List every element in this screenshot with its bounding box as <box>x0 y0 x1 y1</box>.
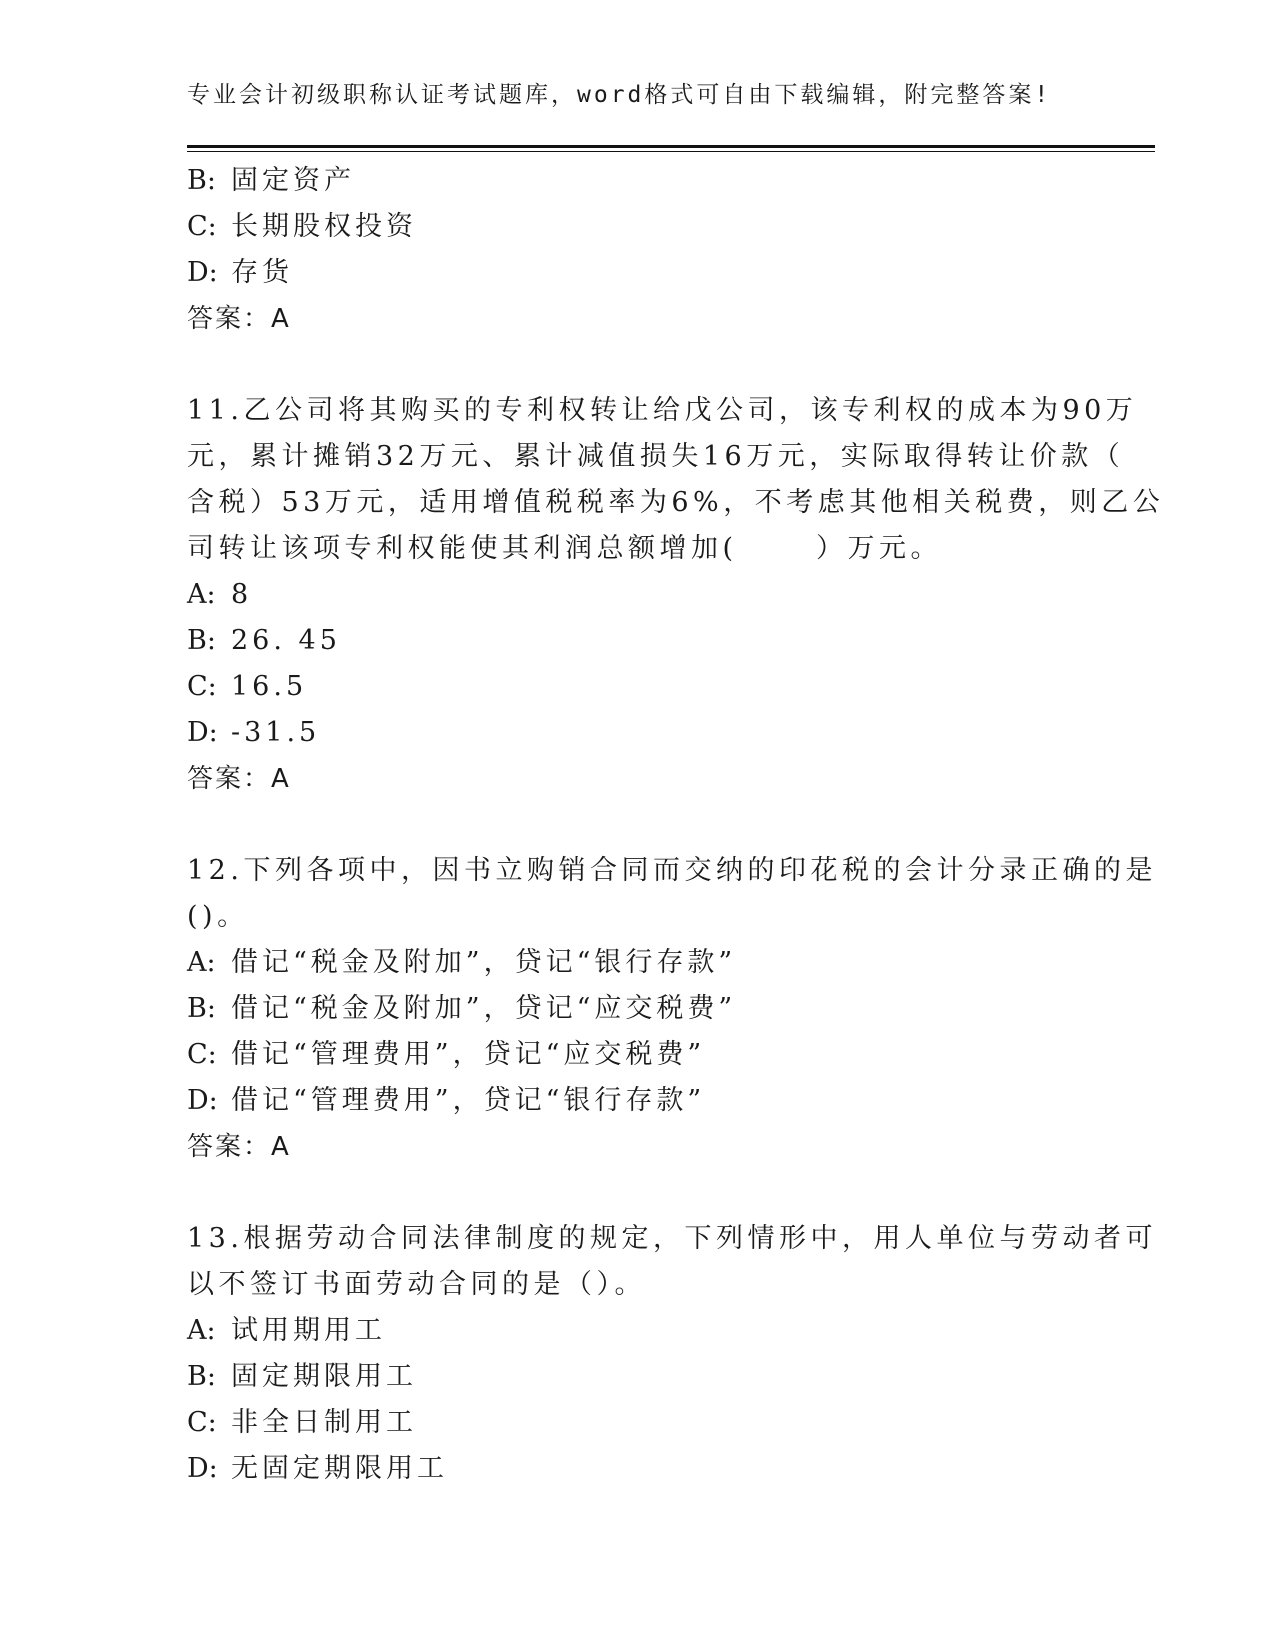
option-text: 26. 45 <box>231 625 341 656</box>
prev-question-block <box>187 158 1087 342</box>
option-c <box>187 664 1087 710</box>
option-letter: A: <box>187 1315 216 1346</box>
option-letter: C: <box>187 211 217 242</box>
option-c <box>187 1032 1087 1078</box>
option-d <box>187 250 1087 296</box>
option-letter: B: <box>187 165 216 196</box>
answer-line: 答案：A <box>187 764 291 794</box>
stem-line: 司转让该项专利权能使其利润总额增加( ）万元。 <box>187 533 943 564</box>
option-letter: C: <box>187 671 217 702</box>
option-text: 长期股权投资 <box>231 211 417 242</box>
question-stem <box>187 848 1157 940</box>
option-text: 8 <box>231 579 253 610</box>
option-text: 借记“管理费用”，贷记“银行存款” <box>231 1085 706 1116</box>
option-text: 借记“税金及附加”，贷记“银行存款” <box>231 947 737 978</box>
option-d <box>187 710 1087 756</box>
option-c <box>187 204 1087 250</box>
option-letter: B: <box>187 625 216 656</box>
option-b <box>187 986 1087 1032</box>
option-c <box>187 1400 1087 1446</box>
option-a <box>187 572 1087 618</box>
option-letter: A: <box>187 579 216 610</box>
stem-line: 含税）53万元，适用增值税税率为6%，不考虑其他相关税费，则乙公 <box>187 487 1165 518</box>
option-text: 试用期用工 <box>231 1315 386 1346</box>
option-text: 借记“税金及附加”，贷记“应交税费” <box>231 993 737 1024</box>
option-letter: D: <box>187 1453 218 1484</box>
option-text: 借记“管理费用”，贷记“应交税费” <box>231 1039 706 1070</box>
option-text: 16.5 <box>231 671 308 702</box>
spacer <box>187 342 1087 388</box>
option-text: -31.5 <box>231 717 321 748</box>
option-b <box>187 1354 1087 1400</box>
option-letter: D: <box>187 257 218 288</box>
stem-line: 元，累计摊销32万元、累计减值损失16万元，实际取得转让价款（ <box>187 441 1125 472</box>
option-letter: B: <box>187 1361 216 1392</box>
option-b <box>187 158 1087 204</box>
option-text: 存货 <box>231 257 293 288</box>
option-text: 非全日制用工 <box>231 1407 417 1438</box>
option-text: 无固定期限用工 <box>231 1453 448 1484</box>
question-12 <box>187 848 1157 1170</box>
question-stem <box>187 1216 1157 1308</box>
option-letter: B: <box>187 993 216 1024</box>
option-letter: C: <box>187 1407 217 1438</box>
option-b <box>187 618 1087 664</box>
question-stem <box>187 388 1165 572</box>
stem-line: 13.根据劳动合同法律制度的规定，下列情形中，用人单位与劳动者可 <box>187 1223 1157 1254</box>
question-11 <box>187 388 1165 802</box>
answer-line: 答案：A <box>187 304 291 334</box>
stem-line: 12.下列各项中，因书立购销合同而交纳的印花税的会计分录正确的是 <box>187 855 1157 886</box>
stem-line: ()。 <box>187 901 249 932</box>
question-13 <box>187 1216 1157 1492</box>
option-text: 固定期限用工 <box>231 1361 417 1392</box>
option-text: 固定资产 <box>231 165 355 196</box>
question-content <box>187 158 1165 1492</box>
option-a <box>187 940 1087 986</box>
option-d <box>187 1446 1087 1492</box>
page-header: 专业会计初级职称认证考试题库，word格式可自由下载编辑，附完整答案! <box>187 82 1052 108</box>
option-letter: D: <box>187 717 218 748</box>
option-letter: A: <box>187 947 216 978</box>
stem-line: 以不签订书面劳动合同的是（）。 <box>187 1269 646 1300</box>
spacer <box>187 1170 1087 1216</box>
stem-line: 11.乙公司将其购买的专利权转让给戊公司，该专利权的成本为90万 <box>187 395 1138 426</box>
spacer <box>187 802 1087 848</box>
option-d <box>187 1078 1087 1124</box>
option-letter: C: <box>187 1039 217 1070</box>
header-divider <box>187 145 1155 148</box>
option-letter: D: <box>187 1085 218 1116</box>
answer-line: 答案：A <box>187 1132 291 1162</box>
option-a <box>187 1308 1087 1354</box>
header-divider-thin <box>187 151 1155 152</box>
